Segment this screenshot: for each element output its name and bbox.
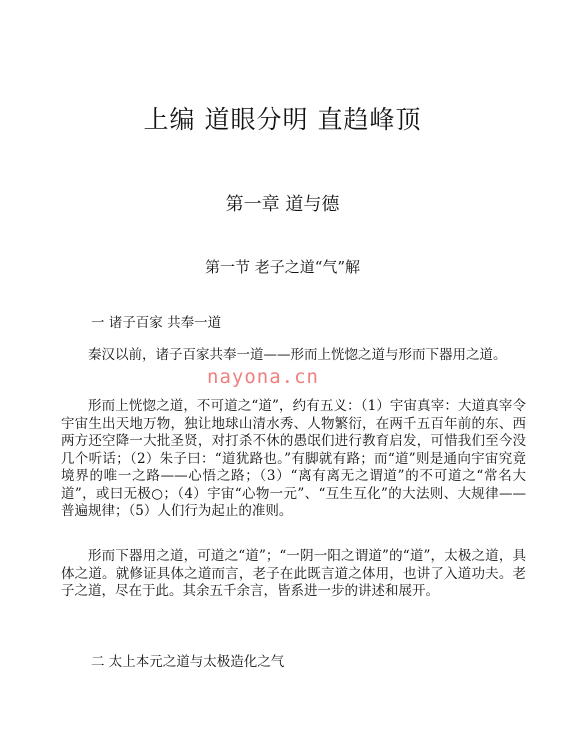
subsection-heading-two: 二 太上本元之道与太极造化之气 xyxy=(91,654,285,670)
watermark: nayona.cn xyxy=(207,366,319,388)
paragraph-1: 秦汉以前，诸子百家共奉一道——形而上恍惚之道与形而下器用之道。 xyxy=(88,347,507,363)
chapter-title: 第一章 道与德 xyxy=(225,194,340,215)
section-title: 第一节 老子之道“气”解 xyxy=(204,258,361,276)
part-title: 上编 道眼分明 直趋峰顶 xyxy=(143,105,422,134)
paragraph-3: 形而下器用之道，可道之“道”；“一阴一阳之谓道”的“道”，太极之道，具体之道。就修证具体之道而言，老子在此既言道之体用，也讲了入道功夫。老子之道，尽在于此。其余五千余言，皆系进一步的讲述和展开。 xyxy=(61,548,526,599)
subsection-heading-one: 一 诸子百家 共奉一道 xyxy=(91,315,222,331)
paragraph-2: 形而上恍惚之道，不可道之“道”，约有五义：（1）宇宙真宰：大道真宰令宇宙生出天地万物，独让地球山清水秀、人物繁衍，在两千五百年前的东、西两方还空降一大批圣贤，对打杀不休的愚氓们进行教育启发，可惜我们至今没几个听话；（2）朱子曰：“道犹路也。”有脚就有路；而“道”则是通向宇宙究竟境界的唯一之路——心悟之路；（3）“离有离无之谓道”的不可道之“常名大道”，或曰无极○；（4）宇宙“心物一元”、“互生互化”的大法则、大规律——普遍规律；（5）人们行为起止的准则。 xyxy=(61,398,526,519)
